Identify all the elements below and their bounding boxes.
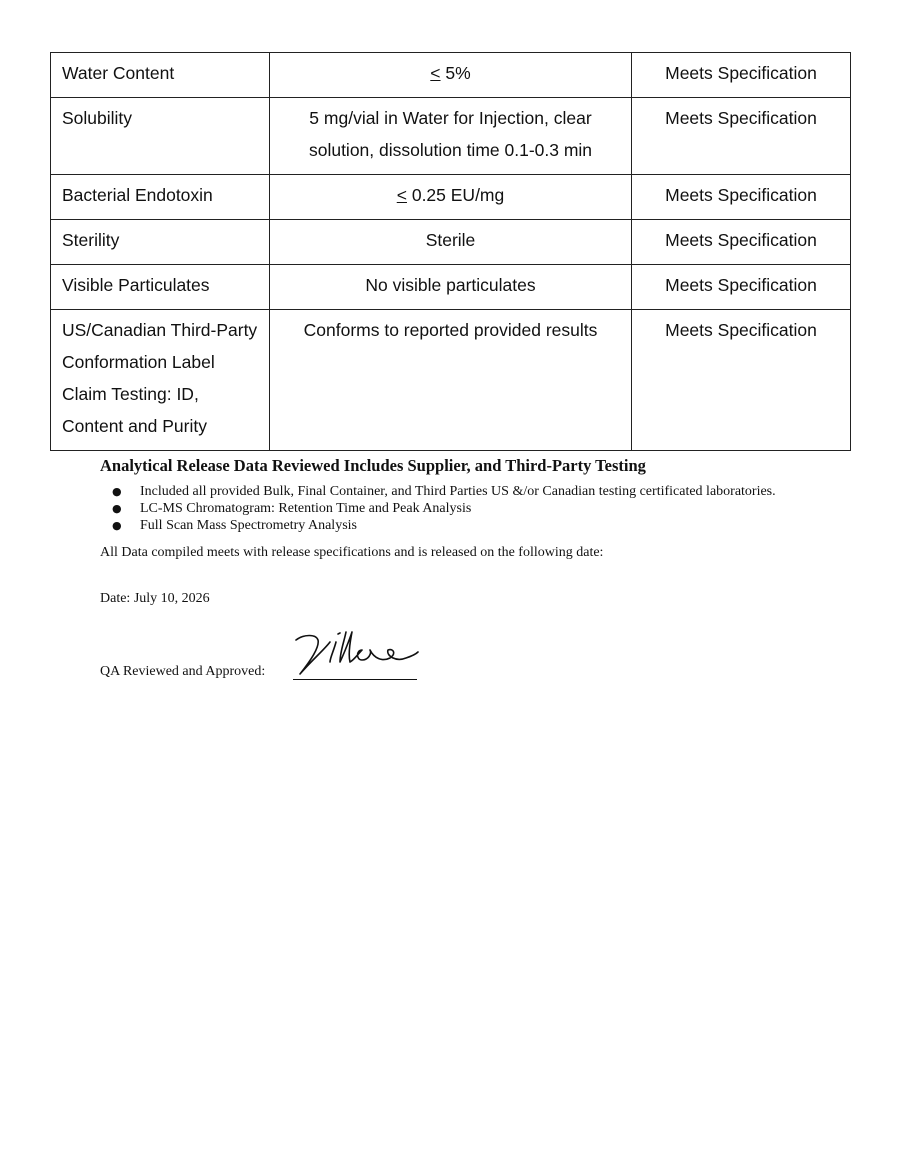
specification-table (50, 52, 851, 451)
specification-value: 0.25 EU/mg (406, 185, 505, 205)
bullet-icon: ● (112, 502, 122, 515)
release-date: Date: July 10, 2026 (100, 591, 210, 606)
less-equal-symbol: < (396, 185, 407, 205)
test-name-cell: Bacterial Endotoxin (51, 175, 270, 220)
table-row (51, 98, 851, 175)
specification-cell (270, 175, 632, 220)
result-cell: Meets Specification (632, 53, 851, 98)
table-row (51, 310, 851, 451)
specification-cell: Conforms to reported provided results (270, 310, 632, 451)
specification-value: 5% (440, 63, 471, 83)
list-item (100, 500, 800, 517)
signature-line (293, 679, 417, 680)
test-name-cell: Visible Particulates (51, 265, 270, 310)
test-name-cell: Water Content (51, 53, 270, 98)
bullet-icon: ● (112, 485, 122, 498)
list-item (100, 483, 800, 500)
list-item-text: Included all provided Bulk, Final Container, and Third Parties US &/or Canadian testing certificated laboratories. (140, 484, 776, 499)
table-row (51, 53, 851, 98)
test-name-cell: Sterility (51, 220, 270, 265)
list-item-text: Full Scan Mass Spectrometry Analysis (140, 518, 357, 533)
release-notes (100, 455, 800, 607)
result-cell: Meets Specification (632, 265, 851, 310)
result-cell: Meets Specification (632, 310, 851, 451)
release-summary: All Data compiled meets with release specifications and is released on the following date: (100, 545, 604, 560)
list-item-text: LC-MS Chromatogram: Retention Time and Peak Analysis (140, 501, 472, 516)
signature-icon (290, 628, 520, 678)
test-name-cell: Solubility (51, 98, 270, 175)
specification-cell: Sterile (270, 220, 632, 265)
qa-approval-label: QA Reviewed and Approved: (100, 664, 266, 679)
result-cell: Meets Specification (632, 175, 851, 220)
bullet-icon: ● (112, 519, 122, 532)
notes-heading: Analytical Release Data Reviewed Includes Supplier, and Third-Party Testing (100, 456, 646, 475)
table-row (51, 220, 851, 265)
test-name-cell: US/Canadian Third-Party Conformation Label Claim Testing: ID, Content and Purity (51, 310, 270, 451)
notes-list (100, 483, 800, 534)
specification-cell: 5 mg/vial in Water for Injection, clear solution, dissolution time 0.1-0.3 min (270, 98, 632, 175)
specification-cell: No visible particulates (270, 265, 632, 310)
result-cell: Meets Specification (632, 220, 851, 265)
less-equal-symbol: < (430, 63, 441, 83)
table-row (51, 265, 851, 310)
table-row (51, 175, 851, 220)
specification-cell (270, 53, 632, 98)
result-cell: Meets Specification (632, 98, 851, 175)
list-item (100, 517, 800, 534)
